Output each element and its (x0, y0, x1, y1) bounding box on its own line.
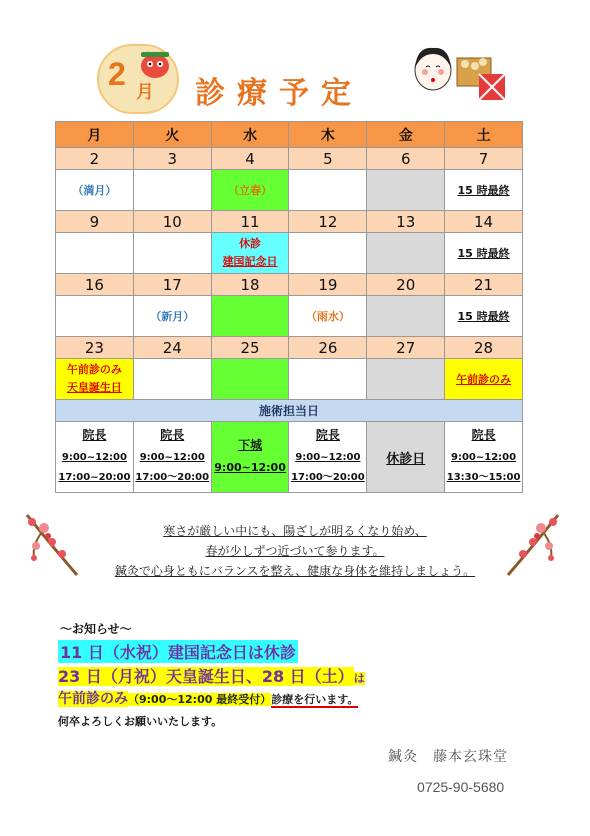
staff-cell (289, 422, 367, 493)
note-row (56, 170, 523, 211)
staff-name: 院長 (82, 428, 107, 442)
closed-note: 休診 (239, 237, 262, 250)
date-cell: 26 (289, 337, 367, 359)
date-cell: 9 (56, 211, 134, 233)
date-cell: 27 (367, 337, 445, 359)
date-cell: 14 (445, 211, 523, 233)
date-cell: 2 (56, 148, 134, 170)
note-cell (445, 296, 523, 337)
notice-line: 何卒よろしくお願いいたします。 (58, 715, 223, 728)
morning-only-cell (445, 359, 523, 400)
note-cell (211, 170, 289, 211)
date-cell: 6 (367, 148, 445, 170)
holiday-name: 天皇誕生日 (66, 381, 122, 394)
note-cell (211, 359, 289, 400)
date-cell: 16 (56, 274, 134, 296)
staff-name: 下城 (238, 438, 263, 452)
note-cell (445, 170, 523, 211)
weekday-sat: 土 (445, 122, 523, 148)
weekday-thu: 木 (289, 122, 367, 148)
date-cell: 24 (133, 337, 211, 359)
date-cell: 28 (445, 337, 523, 359)
staff-cell (56, 422, 134, 493)
phone-number: 0725-90-5680 (417, 779, 505, 795)
staff-name: 院長 (315, 428, 340, 442)
holiday-cell (56, 359, 134, 400)
closed-cell (367, 296, 445, 337)
date-cell: 7 (445, 148, 523, 170)
closed-cell (367, 359, 445, 400)
staff-hours: 13:30～15:00 (446, 472, 521, 483)
staff-cell (445, 422, 523, 493)
date-cell: 18 (211, 274, 289, 296)
note-cell (56, 233, 134, 274)
last-appointment-note: 15 時最終 (457, 184, 510, 197)
date-cell: 5 (289, 148, 367, 170)
closed-cell (367, 170, 445, 211)
notice-line (58, 664, 365, 687)
last-appointment-note: 15 時最終 (457, 247, 510, 260)
date-row (56, 337, 523, 359)
note-cell (211, 296, 289, 337)
staff-name: 院長 (471, 428, 496, 442)
note-row (56, 296, 523, 337)
note-cell (56, 170, 134, 211)
okame-mask-icon (405, 40, 513, 110)
date-cell: 17 (133, 274, 211, 296)
date-cell: 13 (367, 211, 445, 233)
staff-hours: 9:00~12:00 (214, 461, 286, 474)
date-cell: 4 (211, 148, 289, 170)
plum-blossom-icon (503, 510, 563, 580)
staff-cell (133, 422, 211, 493)
date-cell: 10 (133, 211, 211, 233)
moon-note: （新月） (150, 310, 195, 323)
notice-morning-only: 午前診のみ (58, 691, 128, 707)
staff-header: 施術担当日 (56, 400, 523, 422)
message-line: 春が少しずつ近づいて参ります。 (205, 544, 385, 558)
holiday-name: 建国記念日 (222, 255, 278, 268)
staff-cell (211, 422, 289, 493)
moon-note: （満月） (72, 184, 117, 197)
month-suffix: 月 (136, 82, 154, 103)
staff-hours: 17:00～20:00 (135, 472, 210, 483)
date-cell: 19 (289, 274, 367, 296)
staff-hours: 9:00~12:00 (61, 452, 127, 463)
note-cell (56, 296, 134, 337)
date-row (56, 148, 523, 170)
holiday-cell (211, 233, 289, 274)
date-cell: 25 (211, 337, 289, 359)
staff-hours: 17:00～20:00 (291, 472, 365, 483)
weekday-mon: 月 (56, 122, 134, 148)
morning-only-note: 午前診のみ (66, 363, 122, 376)
date-row (56, 274, 523, 296)
notice-line (58, 688, 358, 708)
notice-hours: （9:00～12:00 最終受付） (128, 693, 272, 706)
month-number: 2 (108, 56, 126, 92)
last-appointment-note: 15 時最終 (457, 310, 510, 323)
staff-row (56, 422, 523, 493)
notice-line: 11 日（水祝）建国記念日は休診 (58, 640, 298, 663)
date-cell: 21 (445, 274, 523, 296)
notice-tail: 診療を行います。 (271, 693, 359, 706)
note-cell (133, 233, 211, 274)
note-cell (289, 170, 367, 211)
notice-title: ～お知らせ～ (60, 622, 132, 636)
note-cell (289, 296, 367, 337)
date-cell: 12 (289, 211, 367, 233)
note-row (56, 359, 523, 400)
seasonal-message (100, 521, 490, 581)
weekday-fri: 金 (367, 122, 445, 148)
closed-day-label: 休診日 (386, 451, 426, 467)
date-cell: 3 (133, 148, 211, 170)
date-row (56, 211, 523, 233)
season-note: （雨水） (305, 310, 350, 323)
message-line: 寒さが厳しい中にも、陽ざしが明るくなり始め、 (163, 524, 427, 538)
morning-only-note: 午前診のみ (456, 373, 512, 386)
schedule-calendar (55, 121, 523, 493)
staff-cell (367, 422, 445, 493)
notice-holiday-dates: 23 日（月祝）天皇誕生日、28 日（土） (58, 667, 354, 686)
weekday-header-row (56, 122, 523, 148)
note-cell (133, 170, 211, 211)
weekday-tue: 火 (133, 122, 211, 148)
weekday-wed: 水 (211, 122, 289, 148)
note-row (56, 233, 523, 274)
clinic-signature: 鍼灸 藤本玄珠堂 (388, 749, 508, 765)
staff-hours: 17:00~20:00 (58, 472, 131, 483)
staff-header-row (56, 400, 523, 422)
season-note: （立春） (228, 184, 273, 197)
message-line: 鍼灸で心身ともにバランスを整え、健康な身体を維持しましょう。 (114, 564, 476, 578)
staff-name: 院長 (160, 428, 185, 442)
note-cell (133, 359, 211, 400)
oni-mask-icon (135, 48, 175, 80)
date-cell: 20 (367, 274, 445, 296)
note-cell (289, 233, 367, 274)
date-cell: 11 (211, 211, 289, 233)
note-cell (445, 233, 523, 274)
note-cell (133, 296, 211, 337)
page-title: 診療予定 (195, 76, 363, 111)
staff-hours: 9:00~12:00 (451, 452, 517, 463)
note-cell (289, 359, 367, 400)
staff-hours: 9:00~12:00 (295, 452, 361, 463)
date-cell: 23 (56, 337, 134, 359)
notice-particle: は (353, 672, 365, 685)
plum-blossom-icon (22, 510, 82, 580)
closed-cell (367, 233, 445, 274)
staff-hours: 9:00~12:00 (139, 452, 205, 463)
